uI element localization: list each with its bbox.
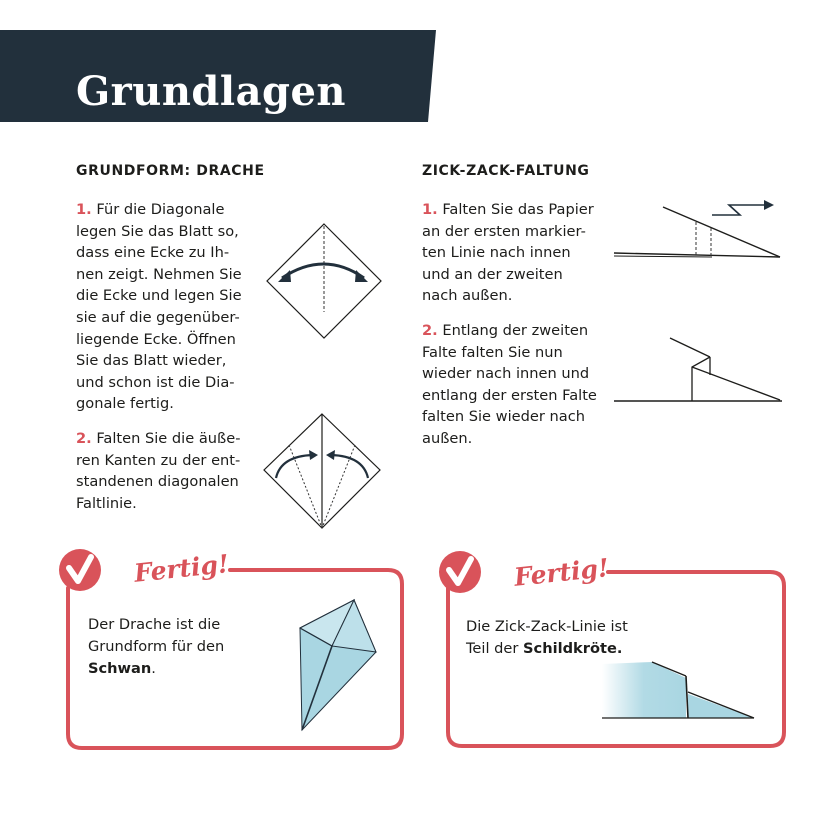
step-number: 1.: [422, 201, 438, 218]
checkmark-badge: [438, 550, 482, 598]
zigzag-fold-lines-icon: [612, 195, 787, 269]
checkmark-icon: [438, 550, 482, 594]
diamond-fold-edges-icon: [261, 412, 383, 536]
step-number: 1.: [76, 201, 92, 218]
zigzag-fold-3d-icon: [602, 658, 762, 728]
done-text: Der Drache ist die Grundform für den Schwan.: [88, 616, 225, 677]
step-zickzack-2: 2. Entlang der zweiten Falte falten Sie nun wieder nach innen und entlang der ersten Falte falten Sie wieder nach außen.: [422, 322, 597, 447]
checkmark-badge: [58, 548, 102, 596]
zigzag-fold-result-icon: [612, 334, 787, 414]
highlight-term: Schildkröte.: [523, 640, 623, 657]
done-box-zickzack: [436, 548, 792, 756]
checkmark-icon: [58, 548, 102, 592]
step-zickzack-1: 1. Falten Sie das Papier an der ersten markier- ten Linie nach innen und an der zweiten nach außen.: [422, 201, 594, 305]
done-title: Fertig!: [132, 549, 231, 588]
done-box-drache: [58, 548, 408, 756]
highlight-term: Schwan: [88, 660, 152, 677]
done-text: Die Zick-Zack-Linie ist Teil der Schildkröte.: [466, 618, 628, 657]
step-drache-2: 2. Falten Sie die äuße- ren Kanten zu der ent- standenen diagonalen Faltlinie.: [76, 430, 241, 512]
step-drache-1: 1. Für die Diagonale legen Sie das Blatt so, dass eine Ecke zu Ih- nen zeigt. Nehmen Sie die Ecke und legen Sie sie auf die gegenüber- liegende Ecke. Öffnen Sie das Blatt wieder, und schon ist die Dia- gonale fertig.: [76, 201, 242, 413]
page-title: Grundlagen: [76, 68, 346, 115]
step-number: 2.: [422, 322, 438, 339]
kite-fold-icon: [296, 596, 382, 740]
header-banner: [0, 30, 436, 122]
section-heading-zickzack: ZICK-ZACK-FALTUNG: [422, 163, 590, 179]
done-title: Fertig!: [512, 553, 611, 592]
diamond-fold-diagonal-icon: [264, 222, 384, 346]
step-number: 2.: [76, 430, 92, 447]
section-heading-drache: GRUNDFORM: DRACHE: [76, 163, 265, 179]
